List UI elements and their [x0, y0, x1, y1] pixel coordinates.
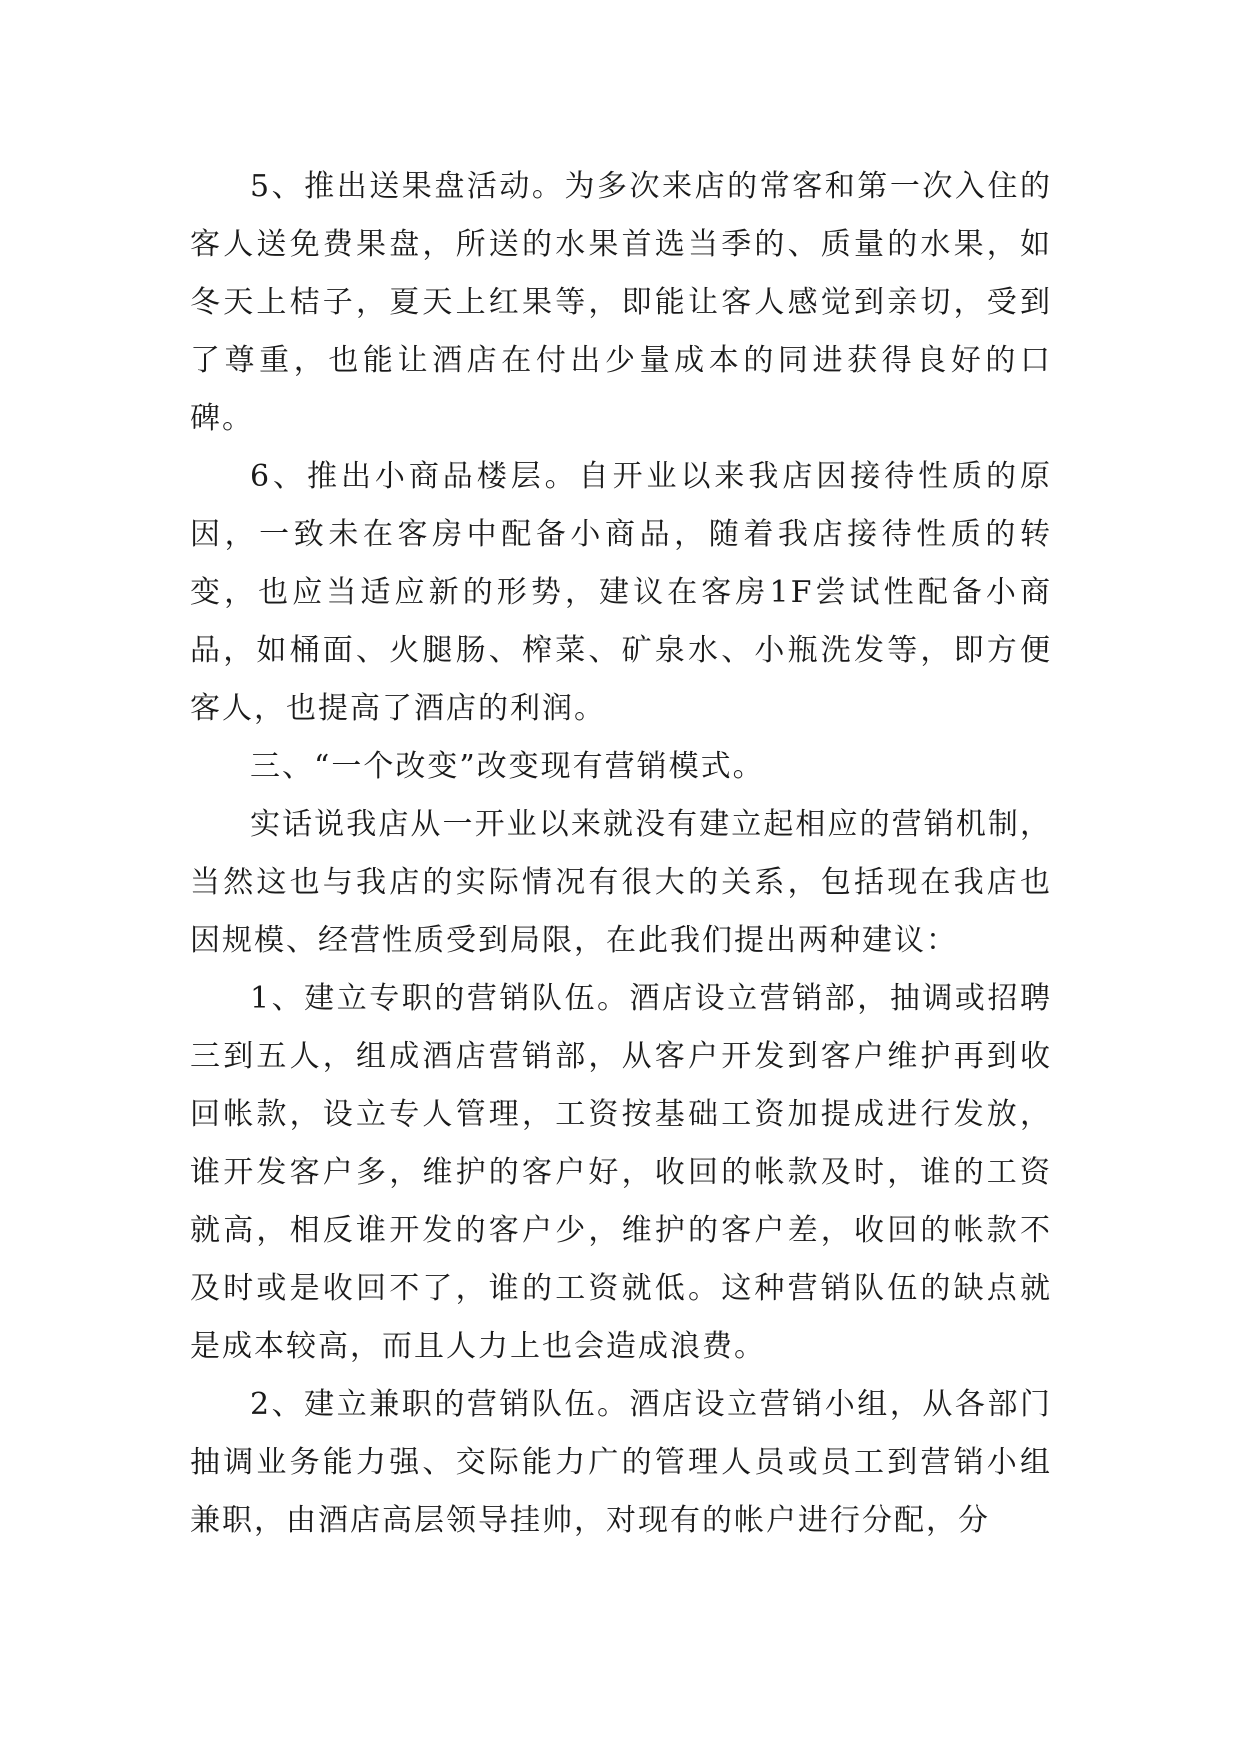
- paragraph-parttime-team: 2、建立兼职的营销队伍。酒店设立营销小组，从各部门抽调业务能力强、交际能力广的管理人员或员工到营销小组兼职，由酒店高层领导挂帅，对现有的帐户进行分配，分: [190, 1387, 1052, 1538]
- paragraph-marketing-mechanism: 实话说我店从一开业以来就没有建立起相应的营销机制，当然这也与我店的实际情况有很大的关系，包括现在我店也因规模、经营性质受到局限，在此我们提出两种建议：: [190, 807, 1052, 958]
- section-heading-marketing-model: 三、“一个改变”改变现有营销模式。: [250, 749, 765, 784]
- document-body: [190, 158, 1052, 1550]
- paragraph-small-goods-floor: 6、推出小商品楼层。自开业以来我店因接待性质的原因，一致未在客房中配备小商品，随着我店接待性质的转变，也应当适应新的形势，建议在客房1F尝试性配备小商品，如桶面、火腿肠、榨菜、矿泉水、小瓶洗发等，即方便客人，也提高了酒店的利润。: [190, 459, 1052, 726]
- paragraph-fruit-platter: 5、推出送果盘活动。为多次来店的常客和第一次入住的客人送免费果盘，所送的水果首选当季的、质量的水果，如冬天上桔子，夏天上红果等，即能让客人感觉到亲切，受到了尊重，也能让酒店在付出少量成本的同进获得良好的口碑。: [190, 169, 1052, 436]
- paragraph-fulltime-team: 1、建立专职的营销队伍。酒店设立营销部，抽调或招聘三到五人，组成酒店营销部，从客户开发到客户维护再到收回帐款，设立专人管理，工资按基础工资加提成进行发放，谁开发客户多，维护的客户好，收回的帐款及时，谁的工资就高，相反谁开发的客户少，维护的客户差，收回的帐款不及时或是收回不了，谁的工资就低。这种营销队伍的缺点就是成本较高，而且人力上也会造成浪费。: [190, 981, 1052, 1364]
